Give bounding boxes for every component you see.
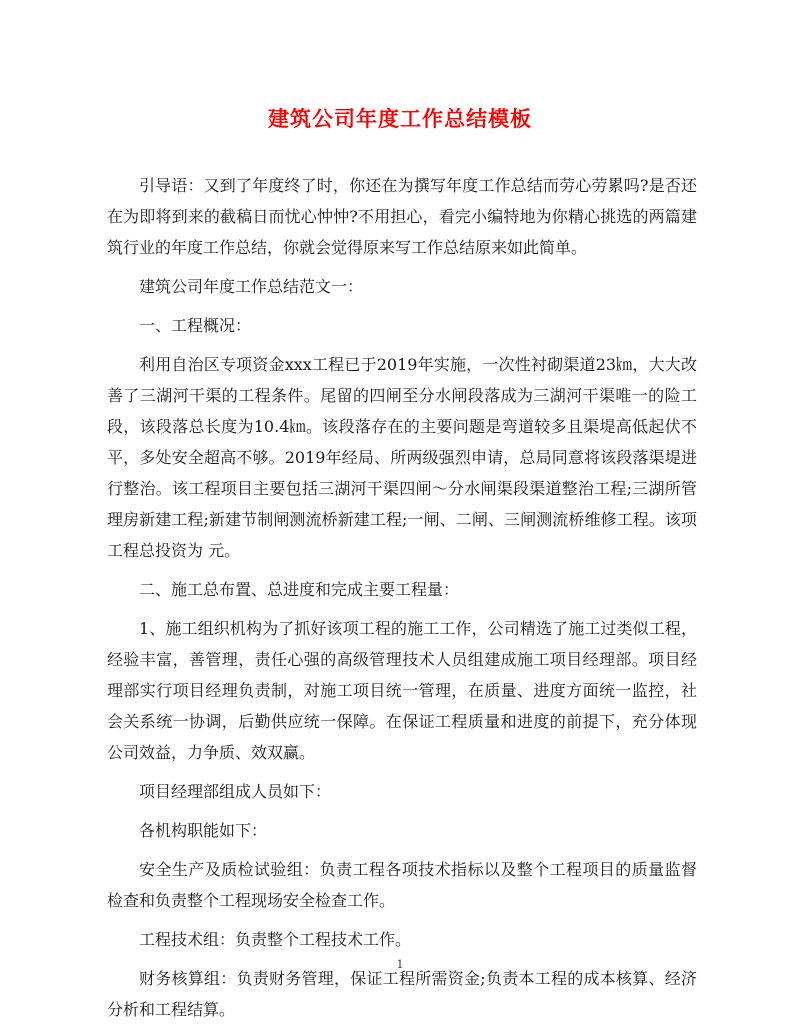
section-heading-layout: 二、施工总布置、总进度和完成主要工程量： xyxy=(139,580,460,599)
overview-paragraph: 利用自治区专项资金xxx工程已于2019年实施，一次性衬砌渠道23㎞，大大改善了三湖河干渠的工程条件。尾留的四闸至分水闸段落成为三湖河干渠唯一的险工段，该段落总长度为10.4㎞。该段落存在的主要问题是弯道较多且渠堤高低起伏不平，多处安全超高不够。2019年经局、所两级强烈申请，总局同意将该段落渠堤进行整治。该工程项目主要包括三湖河干渠四闸～分水闸渠段渠道整治工程;三湖所管理房新建工程;新建节制闸测流桥新建工程;一闸、二闸、三闸测流桥维修工程。该项工程总投资为 元。 xyxy=(107,355,697,560)
document-title: 建筑公司年度工作总结模板 xyxy=(268,106,532,131)
intro-paragraph: 引导语：又到了年度终了时，你还在为撰写年度工作总结而劳心劳累吗?是否还在为即将到来的截稿日而忧心忡忡?不用担心，看完小编特地为你精心挑选的两篇建筑行业的年度工作总结，你就会觉得原来写工作总结原来如此简单。 xyxy=(107,176,697,257)
tech-group-paragraph: 工程技术组：负责整个工程技术工作。 xyxy=(139,930,412,949)
page-number: 1 xyxy=(396,958,404,971)
safety-group-paragraph: 安全生产及质检试验组：负责工程各项技术指标以及整个工程项目的质量监督检查和负责整个工程现场安全检查工作。 xyxy=(107,860,697,910)
finance-group-paragraph: 财务核算组：负责财务管理，保证工程所需资金;负责本工程的成本核算、经济分析和工程结算。 xyxy=(107,969,697,1019)
sample-heading: 建筑公司年度工作总结范文一： xyxy=(139,277,364,296)
functions-line: 各机构职能如下： xyxy=(139,821,268,840)
document-body xyxy=(107,170,697,1033)
organization-paragraph: 1、施工组织机构为了抓好该项工程的施工工作，公司精选了施工过类似工程，经验丰富，善管理，责任心强的高级管理技术人员组建成施工项目经理部。项目经理部实行项目经理负责制，对施工项目统一管理，在质量、进度方面统一监控，社会关系统一协调，后勤供应统一保障。在保证工程质量和进度的前提下，充分体现公司效益，力争质、效双赢。 xyxy=(107,619,697,762)
members-line: 项目经理部组成人员如下： xyxy=(139,782,332,801)
section-heading-overview: 一、工程概况： xyxy=(139,316,252,335)
